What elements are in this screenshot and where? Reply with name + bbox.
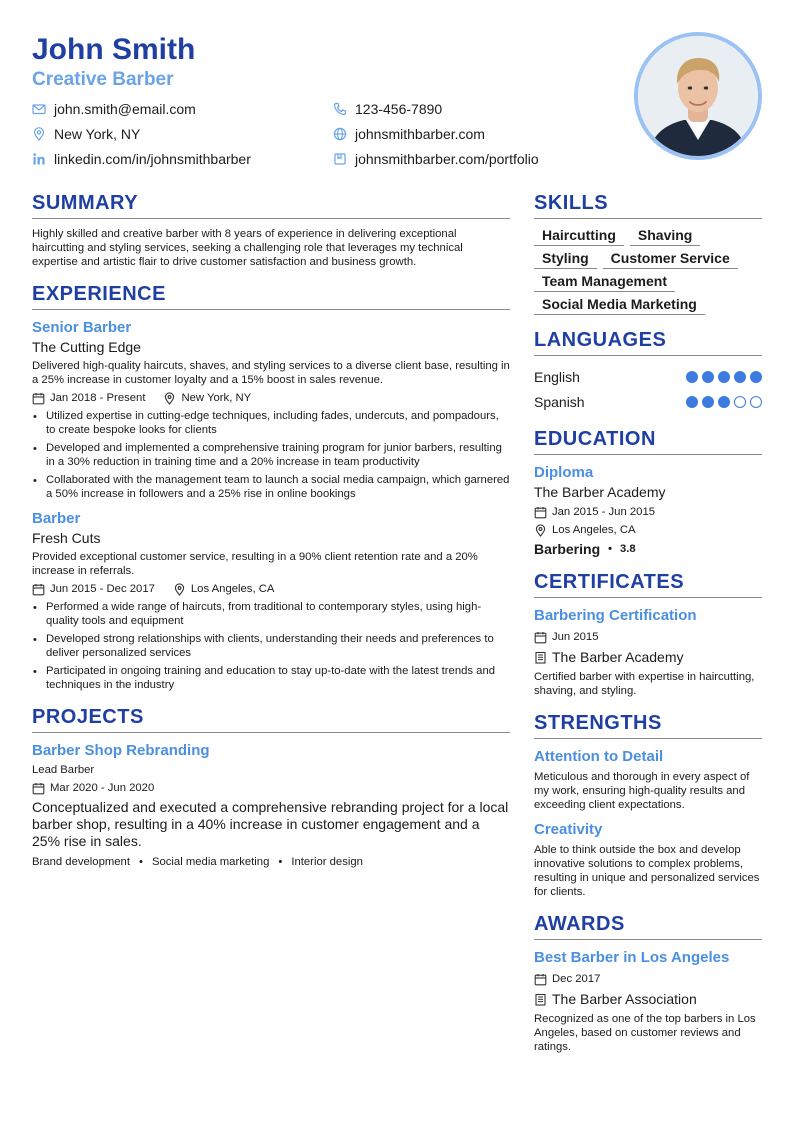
contact-phone[interactable] <box>333 100 633 118</box>
job-company: The Cutting Edge <box>32 339 141 355</box>
summary-text: Highly skilled and creative barber with 8 years of experience in delivering exceptional haircutting and styling services, seeking a challenging role that leverages my technical expertise and artistic flair to drive customer satisfaction and business growth. <box>32 228 463 268</box>
level-dot-filled <box>702 396 714 408</box>
experience-item <box>32 509 510 692</box>
education-heading: EDUCATION <box>534 426 762 455</box>
contact-phone-text: 123-456-7890 <box>355 101 443 117</box>
calendar-icon <box>32 782 45 795</box>
job-role: Senior Barber <box>32 319 132 336</box>
bullet-item: • Collaborated with the management team to launch a social media campaign, which garnered a 50% increase in followers and a 25% rise in online bookings <box>32 473 510 501</box>
contact-website-text: johnsmithbarber.com <box>355 126 485 142</box>
contact-linkedin-text: linkedin.com/in/johnsmithbarber <box>54 151 251 167</box>
calendar-icon <box>534 631 547 644</box>
project-tag: Brand development <box>32 856 130 868</box>
building-icon <box>534 993 547 1006</box>
project-tags: Brand development • Social media marketing • Interior design <box>32 856 363 868</box>
job-description: Delivered high-quality haircuts, shaves, and styling services to a diverse client base, resulting in a 25% increase in customer loyalty and a 15% boost in sales revenue. <box>32 360 510 386</box>
education-degree: Diploma <box>534 464 594 481</box>
projects-section <box>32 704 510 868</box>
projects-heading: PROJECTS <box>32 704 510 733</box>
bullet-item: • Developed and implemented a comprehensive training program for junior barbers, resulting in a 30% reduction in training time and a 20% increase in team productivity <box>32 441 510 469</box>
contact-email[interactable] <box>32 100 333 118</box>
languages-heading: LANGUAGES <box>534 327 762 356</box>
level-dot-empty <box>750 396 762 408</box>
certificates-section <box>534 569 762 698</box>
bullet-item: • Participated in ongoing training and education to stay up-to-date with the latest trends and techniques in the industry <box>32 664 510 692</box>
language-level-dots <box>686 371 762 383</box>
bullet-item: • Utilized expertise in cutting-edge techniques, including fades, undercuts, and pompadours, to create bespoke looks for clients <box>32 409 510 437</box>
contact-location-text: New York, NY <box>54 126 141 142</box>
phone-icon <box>333 102 347 116</box>
language-item <box>534 389 762 414</box>
strength-name: Attention to Detail <box>534 748 664 765</box>
avatar-portrait <box>638 36 758 156</box>
strength-item <box>534 820 762 899</box>
certificate-name: Barbering Certification <box>534 607 697 624</box>
education-field-row: Barbering • 3.8 <box>534 541 636 557</box>
left-column <box>32 190 510 880</box>
job-meta <box>32 391 510 405</box>
bullet-item: • Performed a wide range of haircuts, from traditional to contemporary styles, using high-quality tools and equipment <box>32 600 510 628</box>
portfolio-icon <box>333 152 347 166</box>
education-location-row <box>534 523 762 537</box>
skill-tag: Team Management <box>534 273 675 292</box>
level-dot-filled <box>718 396 730 408</box>
skill-tag: Social Media Marketing <box>534 296 705 315</box>
strengths-heading: STRENGTHS <box>534 710 762 739</box>
calendar-icon <box>534 973 547 986</box>
candidate-name: John Smith <box>32 33 196 66</box>
education-gpa: 3.8 <box>619 543 636 555</box>
contact-portfolio-text: johnsmithbarber.com/portfolio <box>355 151 539 167</box>
certificates-heading: CERTIFICATES <box>534 569 762 598</box>
job-dates: Jan 2018 - Present <box>50 392 146 404</box>
strength-description: Meticulous and thorough in every aspect of my work, ensuring high-quality results and exceeding client expectations. <box>534 771 750 811</box>
skill-tag: Haircutting <box>534 227 624 246</box>
language-name: Spanish <box>534 393 585 410</box>
project-tag: Social media marketing <box>151 856 270 868</box>
level-dot-filled <box>686 371 698 383</box>
project-dates: Mar 2020 - Jun 2020 <box>50 782 155 794</box>
skills-list <box>534 227 762 315</box>
language-item <box>534 364 762 389</box>
experience-section <box>32 281 510 692</box>
education-dates-row <box>534 505 762 519</box>
job-role: Barber <box>32 510 81 527</box>
award-date: Dec 2017 <box>552 973 601 985</box>
summary-section <box>32 190 510 269</box>
certificate-date: Jun 2015 <box>552 631 599 643</box>
project-meta <box>32 781 510 795</box>
strength-description: Able to think outside the box and develop innovative solutions to complex problems, resulting in unique and personalized services for clients. <box>534 844 760 898</box>
certificate-description: Certified barber with expertise in haircutting, shaving, and styling. <box>534 671 755 697</box>
certificate-issuer: The Barber Academy <box>552 649 684 665</box>
calendar-icon <box>32 583 45 596</box>
award-description: Recognized as one of the top barbers in Los Angeles, based on customer reviews and ratings. <box>534 1013 756 1053</box>
skills-section <box>534 190 762 315</box>
level-dot-filled <box>718 371 730 383</box>
contact-linkedin[interactable] <box>32 150 333 168</box>
language-name: English <box>534 368 580 385</box>
location-pin-icon <box>534 524 547 537</box>
location-pin-icon <box>173 583 186 596</box>
linkedin-icon <box>32 152 46 166</box>
calendar-icon <box>32 392 45 405</box>
level-dot-filled <box>686 396 698 408</box>
skill-tag: Styling <box>534 250 597 269</box>
project-description: Conceptualized and executed a comprehensive rebranding project for a local barber shop, resulting in a 40% increase in customer engagement and a 25% rise in sales. <box>32 799 509 849</box>
award-issuer-row <box>534 990 762 1008</box>
globe-icon <box>333 127 347 141</box>
job-location: New York, NY <box>181 392 252 404</box>
experience-item <box>32 318 510 501</box>
location-pin-icon <box>32 127 46 141</box>
summary-heading: SUMMARY <box>32 190 510 219</box>
profile-photo <box>634 32 762 160</box>
skills-heading: SKILLS <box>534 190 762 219</box>
contact-location <box>32 125 333 143</box>
project-name: Barber Shop Rebranding <box>32 742 210 759</box>
location-pin-icon <box>163 392 176 405</box>
languages-section <box>534 327 762 414</box>
job-description: Provided exceptional customer service, resulting in a 90% client retention rate and a 20% increase in referrals. <box>32 551 478 577</box>
experience-heading: EXPERIENCE <box>32 281 510 310</box>
education-dates: Jan 2015 - Jun 2015 <box>552 506 656 518</box>
skill-tag: Shaving <box>630 227 700 246</box>
education-field: Barbering <box>534 541 601 557</box>
right-column <box>534 190 762 1066</box>
contact-email-text: john.smith@email.com <box>54 101 196 117</box>
certificate-date-row <box>534 630 762 644</box>
strength-item <box>534 747 762 812</box>
education-location: Los Angeles, CA <box>552 524 636 536</box>
level-dot-filled <box>750 371 762 383</box>
building-icon <box>534 651 547 664</box>
level-dot-filled <box>702 371 714 383</box>
resume-header <box>32 32 632 168</box>
candidate-title: Creative Barber <box>32 69 174 90</box>
awards-heading: AWARDS <box>534 911 762 940</box>
job-bullets <box>32 600 510 692</box>
bullet-item: • Developed strong relationships with clients, understanding their needs and preferences to deliver personalized services <box>32 632 510 660</box>
education-school: The Barber Academy <box>534 484 666 500</box>
job-location: Los Angeles, CA <box>190 583 275 595</box>
project-role: Lead Barber <box>32 764 95 776</box>
contact-list <box>32 100 632 168</box>
award-name: Best Barber in Los Angeles <box>534 949 730 966</box>
education-section <box>534 426 762 557</box>
level-dot-filled <box>734 371 746 383</box>
award-issuer: The Barber Association <box>552 991 697 1007</box>
job-company: Fresh Cuts <box>32 530 101 546</box>
job-bullets <box>32 409 510 501</box>
skill-tag: Customer Service <box>603 250 738 269</box>
awards-section <box>534 911 762 1054</box>
strengths-section <box>534 710 762 899</box>
calendar-icon <box>534 506 547 519</box>
contact-website[interactable] <box>333 125 633 143</box>
award-date-row <box>534 972 762 986</box>
language-level-dots <box>686 396 762 408</box>
strength-name: Creativity <box>534 821 603 838</box>
level-dot-empty <box>734 396 746 408</box>
certificate-issuer-row <box>534 648 762 666</box>
envelope-icon <box>32 102 46 116</box>
contact-portfolio[interactable] <box>333 150 633 168</box>
job-meta <box>32 582 510 596</box>
project-tag: Interior design <box>291 856 363 868</box>
job-dates: Jun 2015 - Dec 2017 <box>50 583 155 595</box>
